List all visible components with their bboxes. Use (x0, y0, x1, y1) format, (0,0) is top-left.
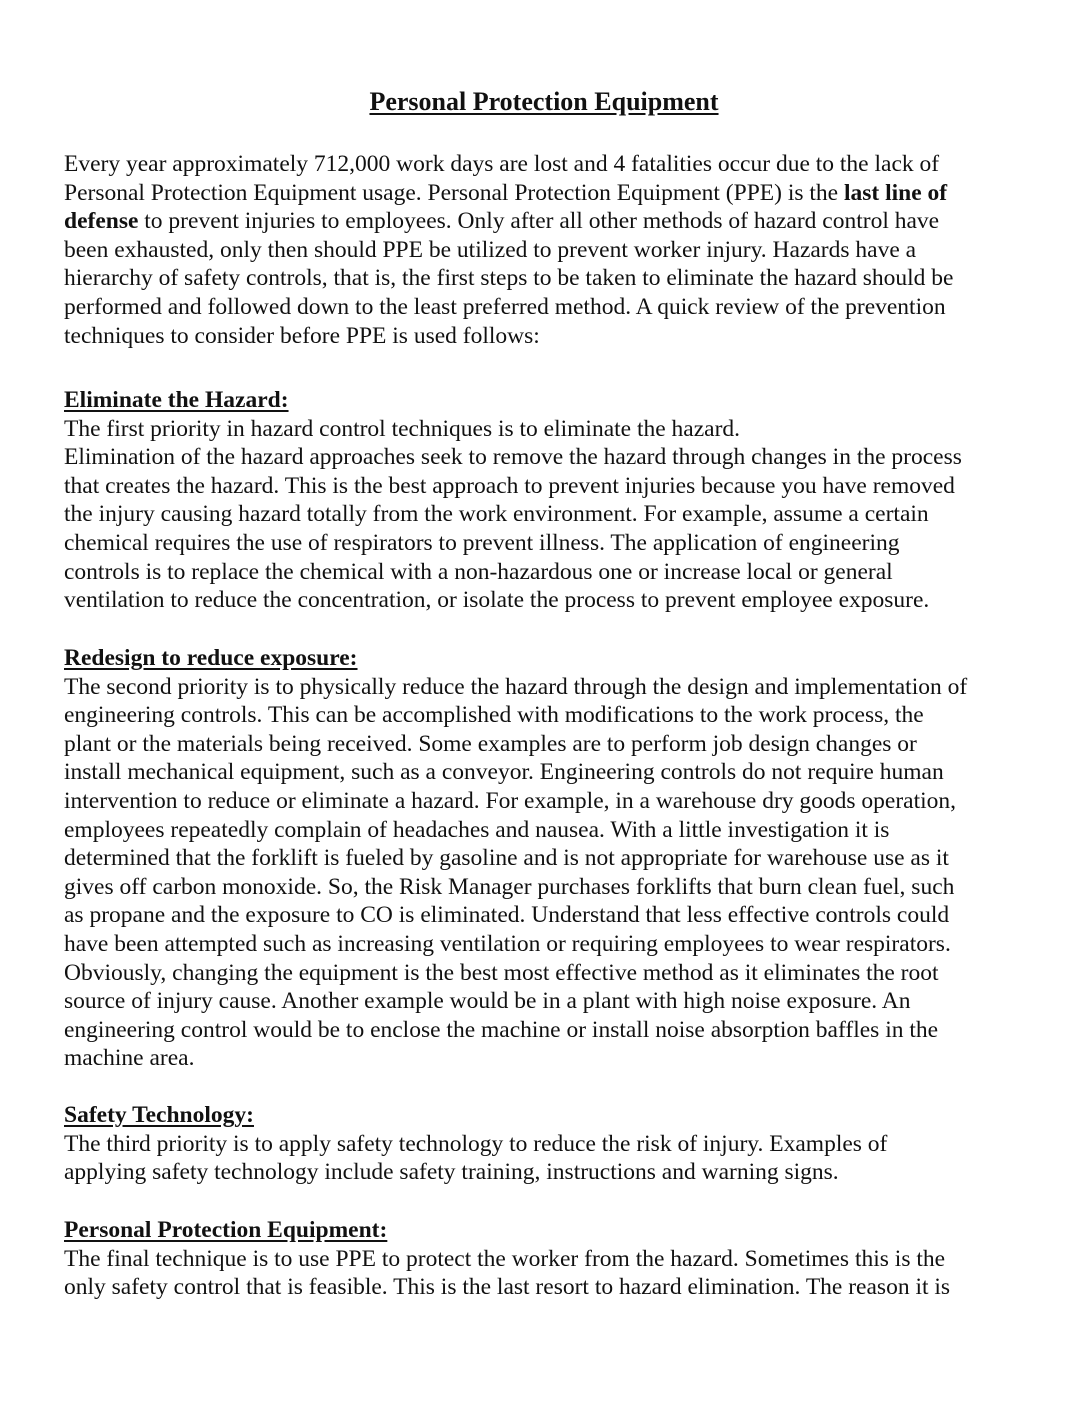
section-ppe (64, 1216, 1026, 1302)
paragraph-line: employees repeatedly complain of headaches and nausea. With a little investigation it is (64, 816, 890, 843)
intro-line: techniques to consider before PPE is used follows: (64, 322, 540, 349)
page-title: Personal Protection Equipment (369, 87, 719, 116)
paragraph-line: applying safety technology include safety training, instructions and warning signs. (64, 1159, 839, 1186)
intro-text: to prevent injuries to employees. Only after all other methods of hazard control have (138, 208, 940, 235)
section-heading: Eliminate the Hazard: (64, 387, 289, 413)
paragraph-line: as propane and the exposure to CO is eliminated. Understand that less effective controls could (64, 902, 950, 929)
section-heading: Redesign to reduce exposure: (64, 645, 358, 671)
paragraph-line: The final technique is to use PPE to protect the worker from the hazard. Sometimes this is the (64, 1245, 946, 1272)
paragraph-line: Elimination of the hazard approaches seek to remove the hazard through changes in the process (64, 444, 962, 471)
paragraph-line: gives off carbon monoxide. So, the Risk Manager purchases forklifts that burn clean fuel, such (64, 873, 955, 900)
paragraph-line: ventilation to reduce the concentration, or isolate the process to prevent employee exposure. (64, 587, 930, 614)
paragraph-line: Obviously, changing the equipment is the best most effective method as it eliminates the root (64, 959, 939, 986)
paragraph-line: install mechanical equipment, such as a conveyor. Engineering controls do not require human (64, 759, 944, 786)
paragraph-line: The second priority is to physically reduce the hazard through the design and implementation of (64, 673, 968, 700)
section-safety-technology (64, 1101, 1026, 1187)
emphasis-text: last line of (843, 179, 948, 206)
intro-line: hierarchy of safety controls, that is, the first steps to be taken to eliminate the hazard should be (64, 265, 954, 292)
section-eliminate-hazard (64, 386, 1026, 615)
paragraph-line: source of injury cause. Another example would be in a plant with high noise exposure. An (64, 988, 911, 1015)
paragraph-line: machine area. (64, 1045, 195, 1072)
paragraph-line: engineering controls. This can be accomplished with modifications to the work process, the (64, 702, 924, 729)
section-heading: Personal Protection Equipment: (64, 1217, 388, 1243)
paragraph-line: plant or the materials being received. Some examples are to perform job design changes or (64, 730, 917, 757)
paragraph-line: only safety control that is feasible. This is the last resort to hazard elimination. The reason it is (64, 1274, 951, 1301)
intro-text: Personal Protection Equipment usage. Personal Protection Equipment (PPE) is the (64, 179, 844, 206)
emphasis-text: defense (64, 208, 139, 235)
paragraph-line: The first priority in hazard control techniques is to eliminate the hazard. (64, 415, 741, 442)
paragraph-line: engineering control would be to enclose the machine or install noise absorption baffles in the (64, 1016, 939, 1043)
intro-line: been exhausted, only then should PPE be utilized to prevent worker injury. Hazards have a (64, 236, 917, 263)
paragraph-line: controls is to replace the chemical with a non-hazardous one or increase local or general (64, 558, 893, 585)
paragraph-line: the injury causing hazard totally from the work environment. For example, assume a certain (64, 501, 929, 528)
intro-line: performed and followed down to the least preferred method. A quick review of the prevention (64, 293, 946, 320)
paragraph-line: chemical requires the use of respirators to prevent illness. The application of engineering (64, 529, 900, 556)
intro-line (64, 179, 1026, 208)
paragraph-line: intervention to reduce or eliminate a hazard. For example, in a warehouse dry goods operation, (64, 787, 957, 814)
intro-line: Every year approximately 712,000 work days are lost and 4 fatalities occur due to the lack of (64, 151, 940, 177)
section-redesign (64, 644, 1026, 1073)
section-heading: Safety Technology: (64, 1102, 254, 1128)
paragraph-line: determined that the forklift is fueled by gasoline and is not appropriate for warehouse use as it (64, 845, 949, 872)
paragraph-line: that creates the hazard. This is the best approach to prevent injuries because you have removed (64, 472, 955, 499)
intro-line (64, 207, 1026, 236)
paragraph-line: The third priority is to apply safety technology to reduce the risk of injury. Examples of (64, 1130, 888, 1157)
intro-paragraph (64, 150, 1026, 350)
paragraph-line: have been attempted such as increasing ventilation or requiring employees to wear respirators. (64, 930, 951, 957)
